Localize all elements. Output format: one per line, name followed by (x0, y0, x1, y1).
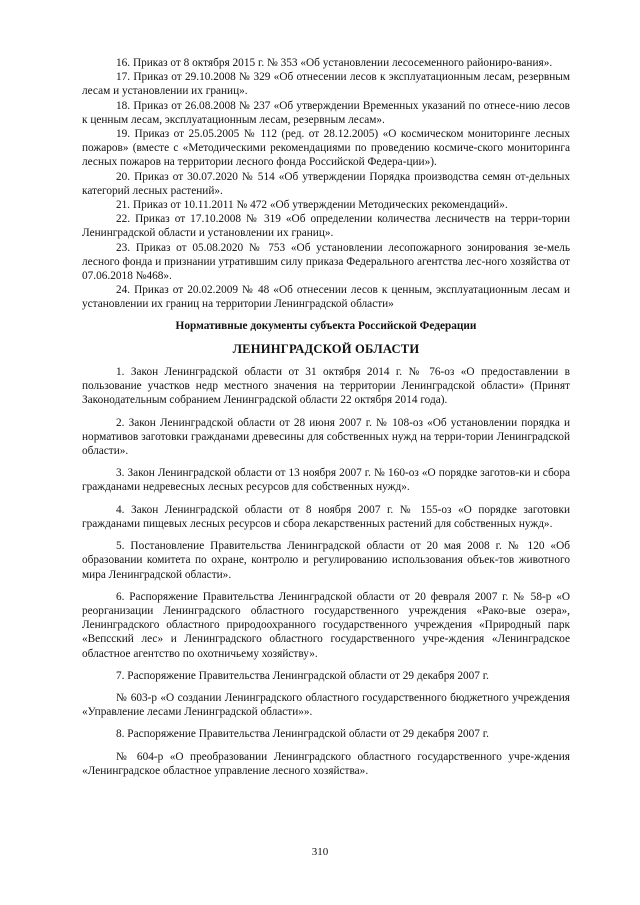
list-item-18: 18. Приказ от 26.08.2008 № 237 «Об утверждении Временных указаний по отнесе-нию лесов к ценным лесам, эксплуатационным лесам, резервным лесам». (82, 99, 570, 126)
list-item-17: 17. Приказ от 29.10.2008 № 329 «Об отнесении лесов к эксплуатационным лесам, резервным лесам и установлении их границ». (82, 71, 570, 98)
regional-item-1: 1. Закон Ленинградской области от 31 октября 2014 г. № 76-оз «О предоставлении в пользование участков недр местного значения на территории Ленинградской области» (Принят Законодательным собранием Ленинградской области 22 октября 2014 года). (82, 366, 570, 407)
regional-item-6: 6. Распоряжение Правительства Ленинградской области от 20 февраля 2007 г. № 58-р «О реорганизации Ленинградского областного государственного учреждения «Рако-вые озера», Ленинградского областного природоохранного государственного учреждения «Природный парк «Вепсский лес» и Ленинградского областного государственного учре-ждения «Ленинградское областное агентство по охотничьему хозяйству». (82, 590, 570, 660)
regional-item-7-continued: № 603-р «О создании Ленинградского областного государственного бюджетного учреждения «Управление лесами Ленинградской области»». (82, 691, 570, 719)
regional-item-5: 5. Постановление Правительства Ленинградской области от 20 мая 2008 г. № 120 «Об образовании комитета по охране, контролю и регулированию использования объек-тов животного мира Ленинградской области». (82, 540, 570, 581)
document-page (82, 56, 570, 778)
regional-item-7: 7. Распоряжение Правительства Ленинградской области от 29 декабря 2007 г. (116, 669, 489, 682)
regional-item-8: 8. Распоряжение Правительства Ленинградской области от 29 декабря 2007 г. (116, 728, 489, 741)
list-item-20: 20. Приказ от 30.07.2020 № 514 «Об утверждении Порядка производства семян от-дельных категорий лесных растений». (82, 170, 570, 197)
regional-item-2: 2. Закон Ленинградской области от 28 июня 2007 г. № 108-оз «Об установлении порядка и нормативов заготовки гражданами древесины для собственных нужд на терри-тории Ленинградской области». (82, 416, 570, 458)
list-item-16: 16. Приказ от 8 октября 2015 г. № 353 «Об установлении лесосеменного райониро-вания». (116, 57, 553, 69)
regional-item-4: 4. Закон Ленинградской области от 8 ноября 2007 г. № 155-оз «О порядке заготовки гражданами пищевых лесных ресурсов и сбора лекарственных растений для собственных нужд». (82, 503, 570, 530)
section-heading-subject: Нормативные документы субъекта Российской Федерации (175, 319, 477, 332)
section-heading-region: ЛЕНИНГРАДСКОЙ ОБЛАСТИ (232, 341, 420, 356)
list-item-24: 24. Приказ от 20.02.2009 № 48 «Об отнесении лесов к ценным, эксплуатационным лесам и установлении их границ на территории Ленинградской области» (82, 284, 570, 311)
list-item-23: 23. Приказ от 05.08.2020 № 753 «Об установлении лесопожарного зонирования зе-мель лесного фонда и признании утратившим силу приказа Федерального агентства лес-ного хозяйства от 07.06.2018 №468». (82, 241, 570, 283)
list-item-21: 21. Приказ от 10.11.2011 № 472 «Об утверждении Методических рекомендаций». (116, 199, 508, 212)
list-item-22: 22. Приказ от 17.10.2008 № 319 «Об определении количества лесничеств на терри-тории Ленинградской области и установлении их границ». (82, 213, 570, 240)
list-item-19: 19. Приказ от 25.05.2005 № 112 (ред. от 28.12.2005) «О космическом мониторинге лесных пожаров» (вместе с «Методическими рекомендациями по проведению космиче-ского мониторинга лесных пожаров на территории лесного фонда Российской Федера-ции»). (82, 128, 570, 169)
page-number: 310 (311, 846, 329, 858)
regional-item-8-continued: № 604-р «О преобразовании Ленинградского областного государственного учре-ждения «Ленинградское областное управление лесного хозяйства». (82, 750, 570, 777)
regional-item-3: 3. Закон Ленинградской области от 13 ноября 2007 г. № 160-оз «О порядке заготов-ки и сбора гражданами недревесных лесных ресурсов для собственных нужд». (82, 467, 570, 494)
